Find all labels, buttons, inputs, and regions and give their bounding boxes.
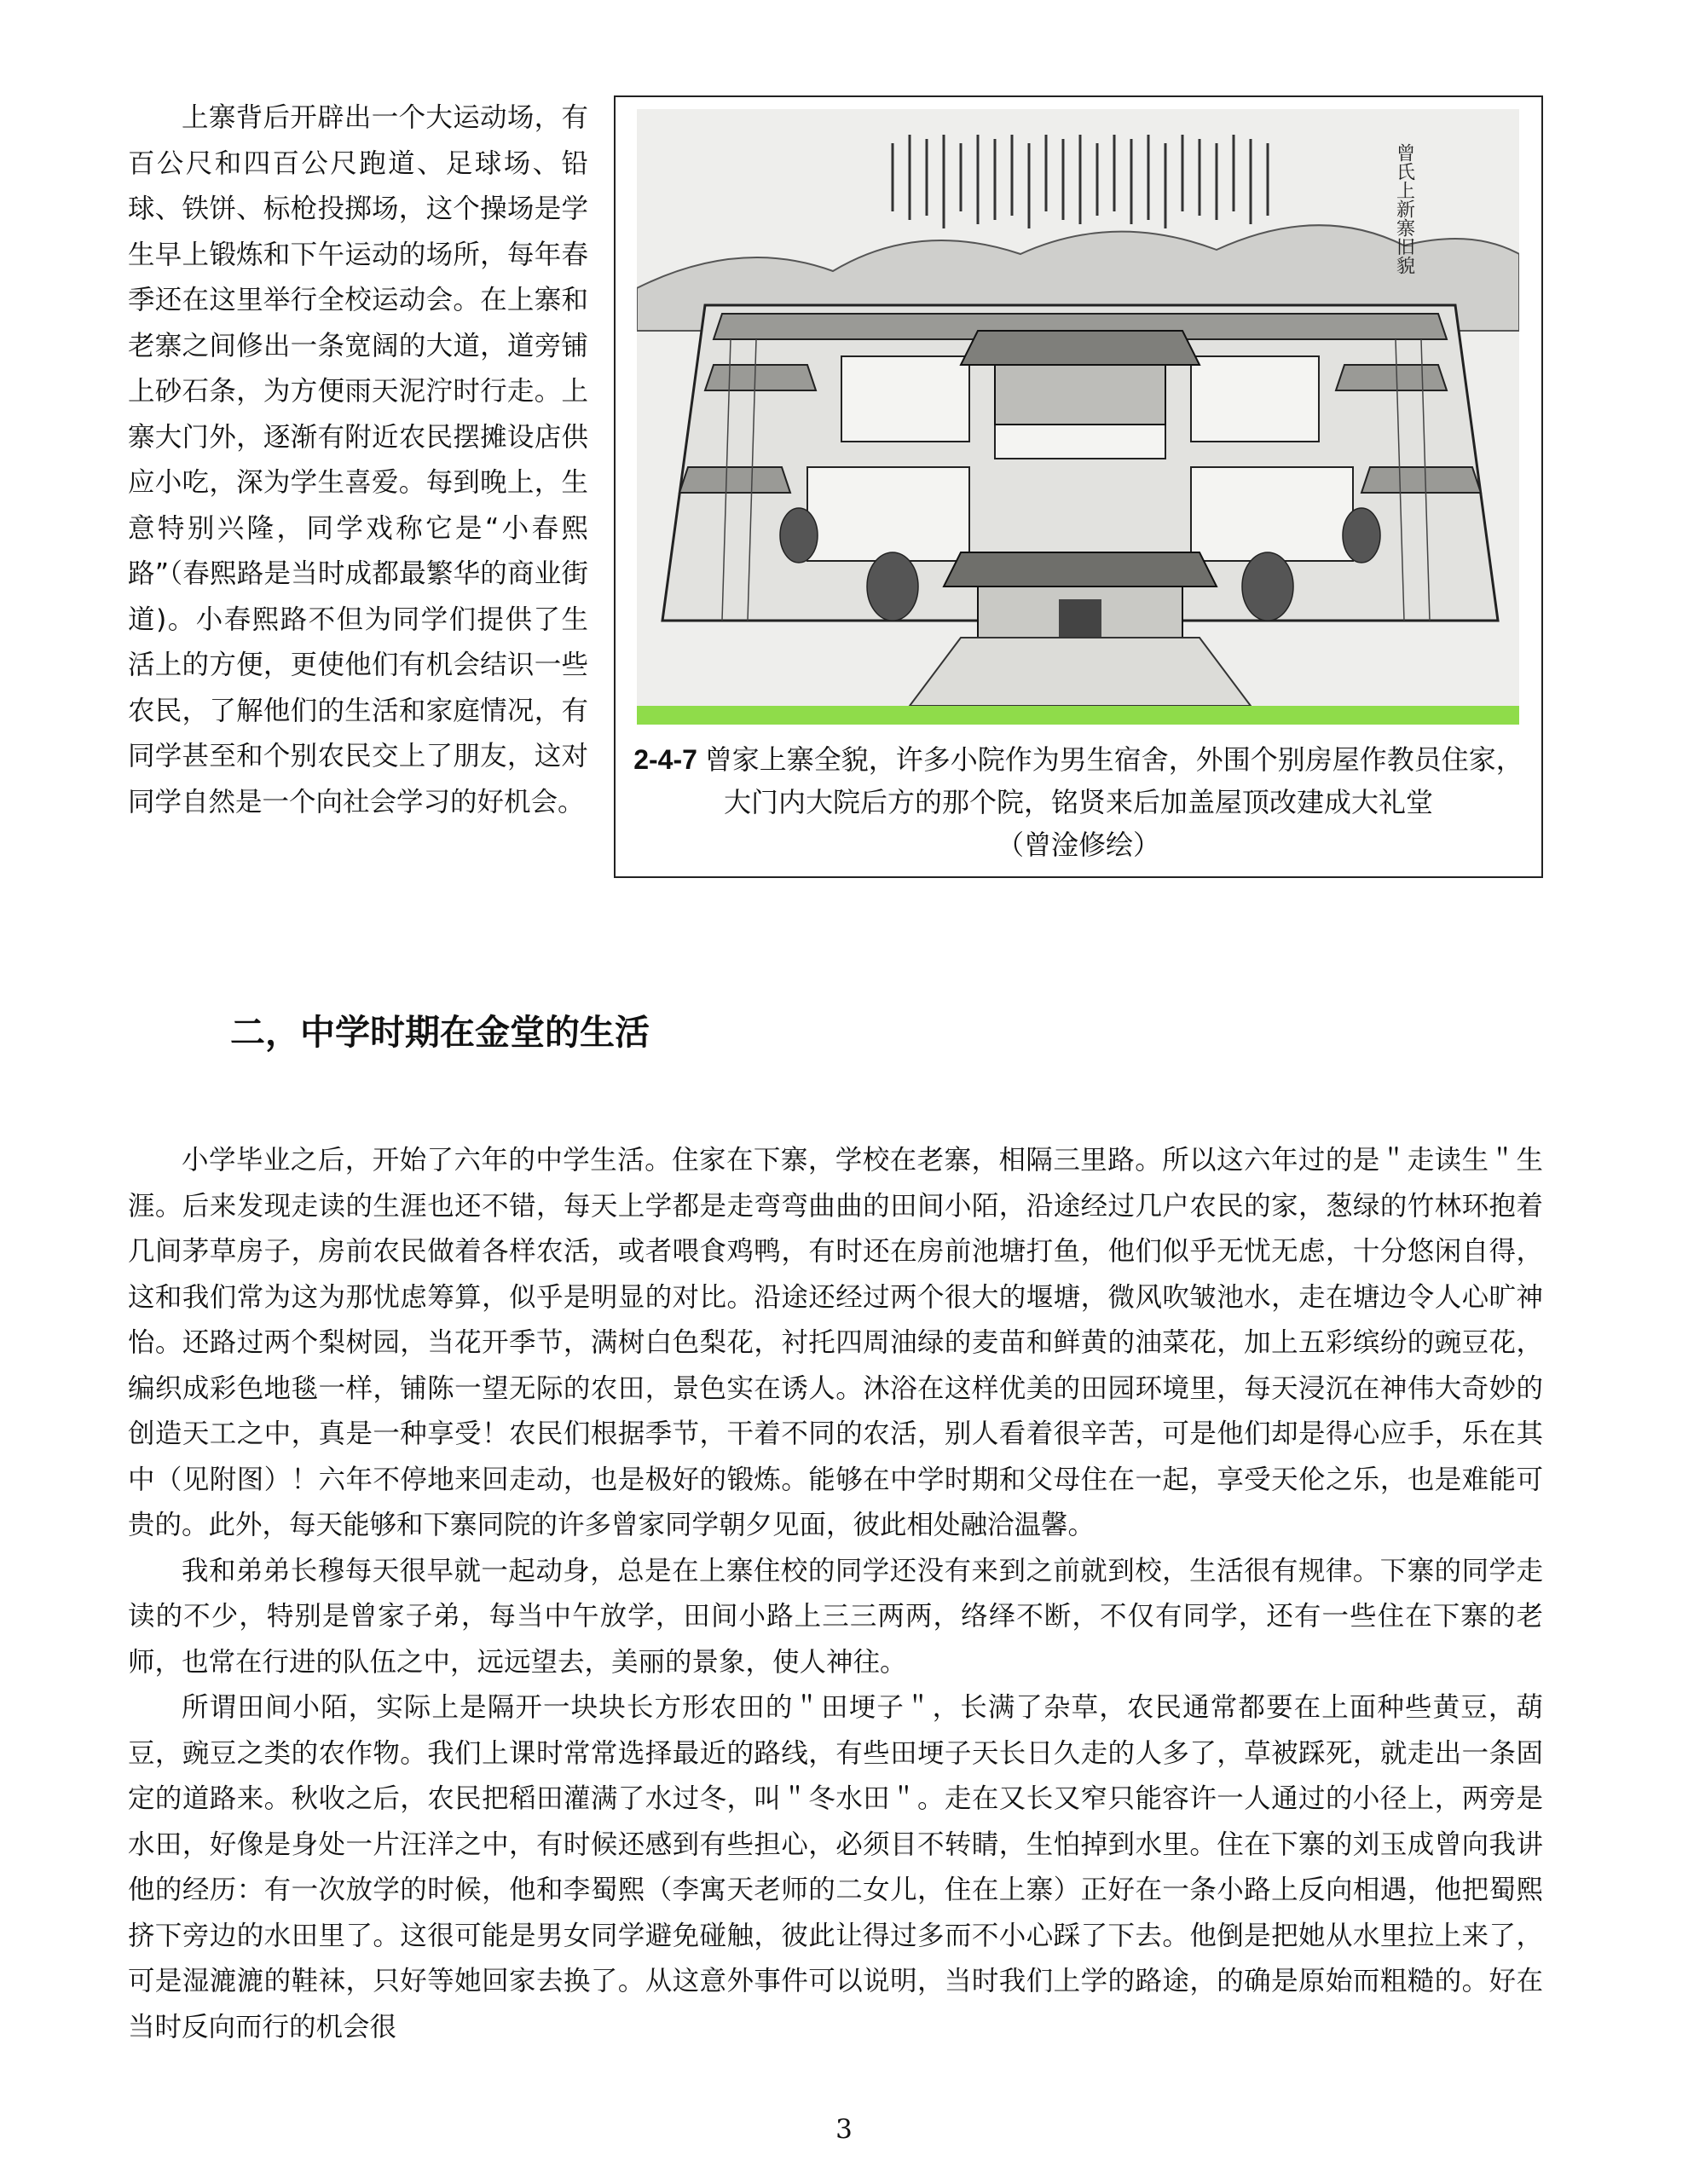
caption-number: 2-4-7 bbox=[633, 744, 697, 775]
caption-text: 曾家上寨全貌，许多小院作为男生宿舍，外围个别房屋作教员住家，大门内大院后方的那个院，铭贤来后加盖屋顶改建成大礼堂 bbox=[704, 744, 1523, 818]
figure-caption bbox=[633, 738, 1524, 866]
figure bbox=[614, 95, 1543, 878]
courtyard-drawing bbox=[637, 109, 1519, 706]
left-column-text bbox=[128, 95, 588, 825]
caption-credit: （曾淦修绘） bbox=[996, 829, 1160, 860]
body-paragraph: 小学毕业之后，开始了六年的中学生活。住家在下寨，学校在老寨，相隔三里路。所以这六年过的是＂走读生＂生涯。后来发现走读的生涯也还不错，每天上学都是走弯弯曲曲的田间小陌，沿途经过几户农民的家，葱绿的竹林环抱着几间茅草房子，房前农民做着各样农活，或者喂食鸡鸭，有时还在房前池塘打鱼，他们似乎无忧无虑，十分悠闲自得，这和我们常为这为那忧虑筹算，似乎是明显的对比。沿途还经过两个很大的堰塘，微风吹皱池水，走在塘边令人心旷神怡。还路过两个梨树园，当花开季节，满树白色梨花，衬托四周油绿的麦苗和鲜黄的油菜花，加上五彩缤纷的豌豆花，编织成彩色地毯一样，铺陈一望无际的农田，景色实在诱人。沐浴在这样优美的田园环境里，每天浸沉在神伟大奇妙的创造天工之中，真是一种享受！农民们根据季节，干着不同的农活，别人看着很辛苦，可是他们却是得心应手，乐在其中（见附图）！六年不停地来回走动，也是极好的锻炼。能够在中学时期和父母住在一起，享受天伦之乐，也是难能可贵的。此外，每天能够和下寨同院的许多曾家同学朝夕见面，彼此相处融洽温馨。 bbox=[128, 1145, 1543, 1540]
left-paragraph: 上寨背后开辟出一个大运动场，有百公尺和四百公尺跑道、足球场、铅球、铁饼、标枪投掷场，这个操场是学生早上锻炼和下午运动的场所，每年春季还在这里举行全校运动会。在上寨和老寨之间修出一条宽阔的大道，道旁铺上砂石条，为方便雨天泥泞时行走。上寨大门外，逐渐有附近农民摆摊设店供应小吃，深为学生喜爱。每到晚上，生意特别兴隆，同学戏称它是“小春熙路”（春熙路是当时成都最繁华的商业街道)。小春熙路不但为同学们提供了生活上的方便，更使他们有机会结识一些农民，了解他们的生活和家庭情况，有同学甚至和个别农民交上了朋友，这对同学自然是一个向社会学习的好机会。 bbox=[128, 102, 588, 818]
body-paragraph: 我和弟弟长穆每天很早就一起动身，总是在上寨住校的同学还没有来到之前就到校，生活很有规律。下寨的同学走读的不少，特别是曾家子弟，每当中午放学，田间小路上三三两两，络绎不断，不仅有同学，还有一些住在下寨的老师，也常在行进的队伍之中，远远望去，美丽的景象，使人神往。 bbox=[128, 1555, 1543, 1678]
page-number: 3 bbox=[835, 2114, 853, 2145]
body-text bbox=[128, 1138, 1543, 2050]
courtyard-illustration bbox=[637, 109, 1519, 725]
body-paragraph: 所谓田间小陌，实际上是隔开一块块长方形农田的＂田埂子＂，长满了杂草，农民通常都要在上面种些黄豆，葫豆，豌豆之类的农作物。我们上课时常常选择最近的路线，有些田埂子天长日久走的人多了，草被踩死，就走出一条固定的道路来。秋收之后，农民把稻田灌满了水过冬，叫＂冬水田＂。走在又长又窄只能容许一人通过的小径上，两旁是水田，好像是身处一片汪洋之中，有时候还感到有些担心，必须目不转睛，生怕掉到水里。住在下寨的刘玉成曾向我讲他的经历：有一次放学的时候，他和李蜀熙（李寓天老师的二女儿，住在上寨）正好在一条小路上反向相遇，他把蜀熙挤下旁边的水田里了。这很可能是男女同学避免碰触，彼此让得过多而不小心踩了下去。他倒是把她从水里拉上来了，可是湿漉漉的鞋袜，只好等她回家去换了。从这意外事件可以说明，当时我们上学的路途，的确是原始而粗糙的。好在当时反向而行的机会很 bbox=[128, 1692, 1543, 2042]
section-title: 二，中学时期在金堂的生活 bbox=[230, 1012, 650, 1053]
inscription-text: 曾氏上新寨旧貌 bbox=[1393, 143, 1415, 274]
